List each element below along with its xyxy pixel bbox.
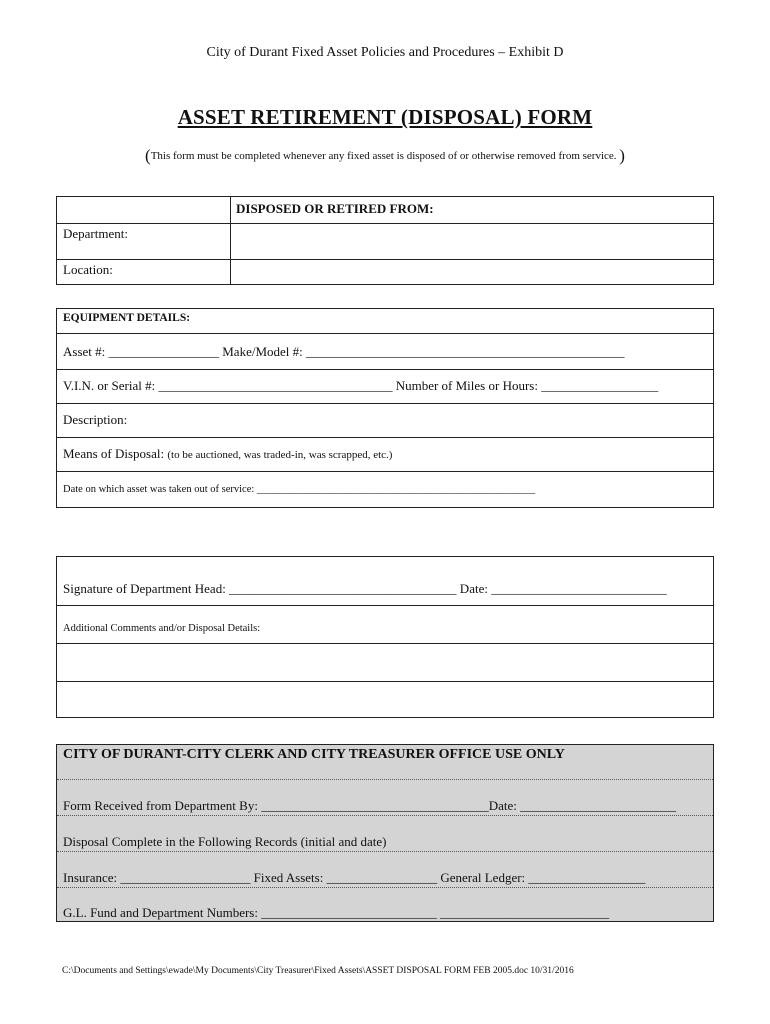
description-row: [57, 403, 713, 437]
form-received-line[interactable]: Form Received from Department By: ___________________________________Date: ________________________: [63, 798, 677, 813]
description-label[interactable]: Description:: [63, 412, 128, 427]
gl-row: [57, 887, 713, 921]
asset-make-model-line[interactable]: Asset #: _________________ Make/Model #: _________________________________________________: [63, 344, 625, 359]
records-fields-row: [57, 851, 713, 887]
means-note: (to be auctioned, was traded-in, was scrapped, etc.): [167, 449, 393, 461]
location-row: [57, 259, 713, 285]
file-path-footer: C:\Documents and Settings\ewade\My Documents\City Treasurer\Fixed Assets\ASSET DISPOSAL FORM FEB 2005.doc 10/31/2016: [62, 966, 574, 976]
office-use-table: [56, 744, 714, 922]
comments-line-2[interactable]: [57, 681, 713, 717]
form-title: ASSET RETIREMENT (DISPOSAL) FORM: [177, 105, 593, 129]
comments-line-1[interactable]: [57, 643, 713, 681]
equipment-details-heading: EQUIPMENT DETAILS:: [63, 312, 191, 324]
vin-miles-line[interactable]: V.I.N. or Serial #: ____________________________________ Number of Miles or Hours: __________________: [63, 378, 659, 393]
means-label: Means of Disposal:: [63, 446, 165, 461]
department-row: [57, 223, 713, 259]
close-paren: ): [619, 146, 625, 165]
vin-row: [57, 369, 713, 403]
received-row: [57, 779, 713, 815]
date-out-of-service-line[interactable]: Date on which asset was taken out of service: _____________________________________________________: [63, 484, 536, 495]
comments-row: [57, 605, 713, 643]
comments-label: Additional Comments and/or Disposal Details:: [63, 623, 261, 634]
disposed-from-heading: DISPOSED OR RETIRED FROM:: [236, 201, 434, 216]
signature-table: [56, 556, 714, 718]
office-use-heading: CITY OF DURANT-CITY CLERK AND CITY TREASURER OFFICE USE ONLY: [63, 747, 565, 762]
disposed-from-table: [56, 196, 714, 285]
disposal-records-line: Disposal Complete in the Following Records (initial and date): [63, 834, 387, 849]
gl-fund-line[interactable]: G.L. Fund and Department Numbers: ___________________________ __________________________: [63, 905, 609, 920]
open-paren: (: [145, 146, 151, 165]
department-label: Department:: [63, 226, 128, 241]
means-of-disposal-line[interactable]: [63, 446, 392, 462]
equipment-details-table: [56, 308, 714, 508]
records-row: [57, 815, 713, 851]
department-field[interactable]: [231, 224, 713, 259]
instructions-text: This form must be completed whenever any fixed asset is disposed of or otherwise removed from service.: [150, 150, 617, 162]
asset-row: [57, 333, 713, 369]
signature-date-line[interactable]: Signature of Department Head: ___________________________________ Date: ___________________________: [63, 581, 667, 596]
records-fields-line[interactable]: Insurance: ____________________ Fixed Assets: _________________ General Ledger: __________________: [63, 870, 646, 885]
means-row: [57, 437, 713, 471]
date-out-row: [57, 471, 713, 507]
form-instructions: [0, 146, 770, 166]
location-label: Location:: [63, 262, 113, 277]
location-field[interactable]: [231, 260, 713, 284]
document-header: City of Durant Fixed Asset Policies and Procedures – Exhibit D: [206, 45, 564, 60]
